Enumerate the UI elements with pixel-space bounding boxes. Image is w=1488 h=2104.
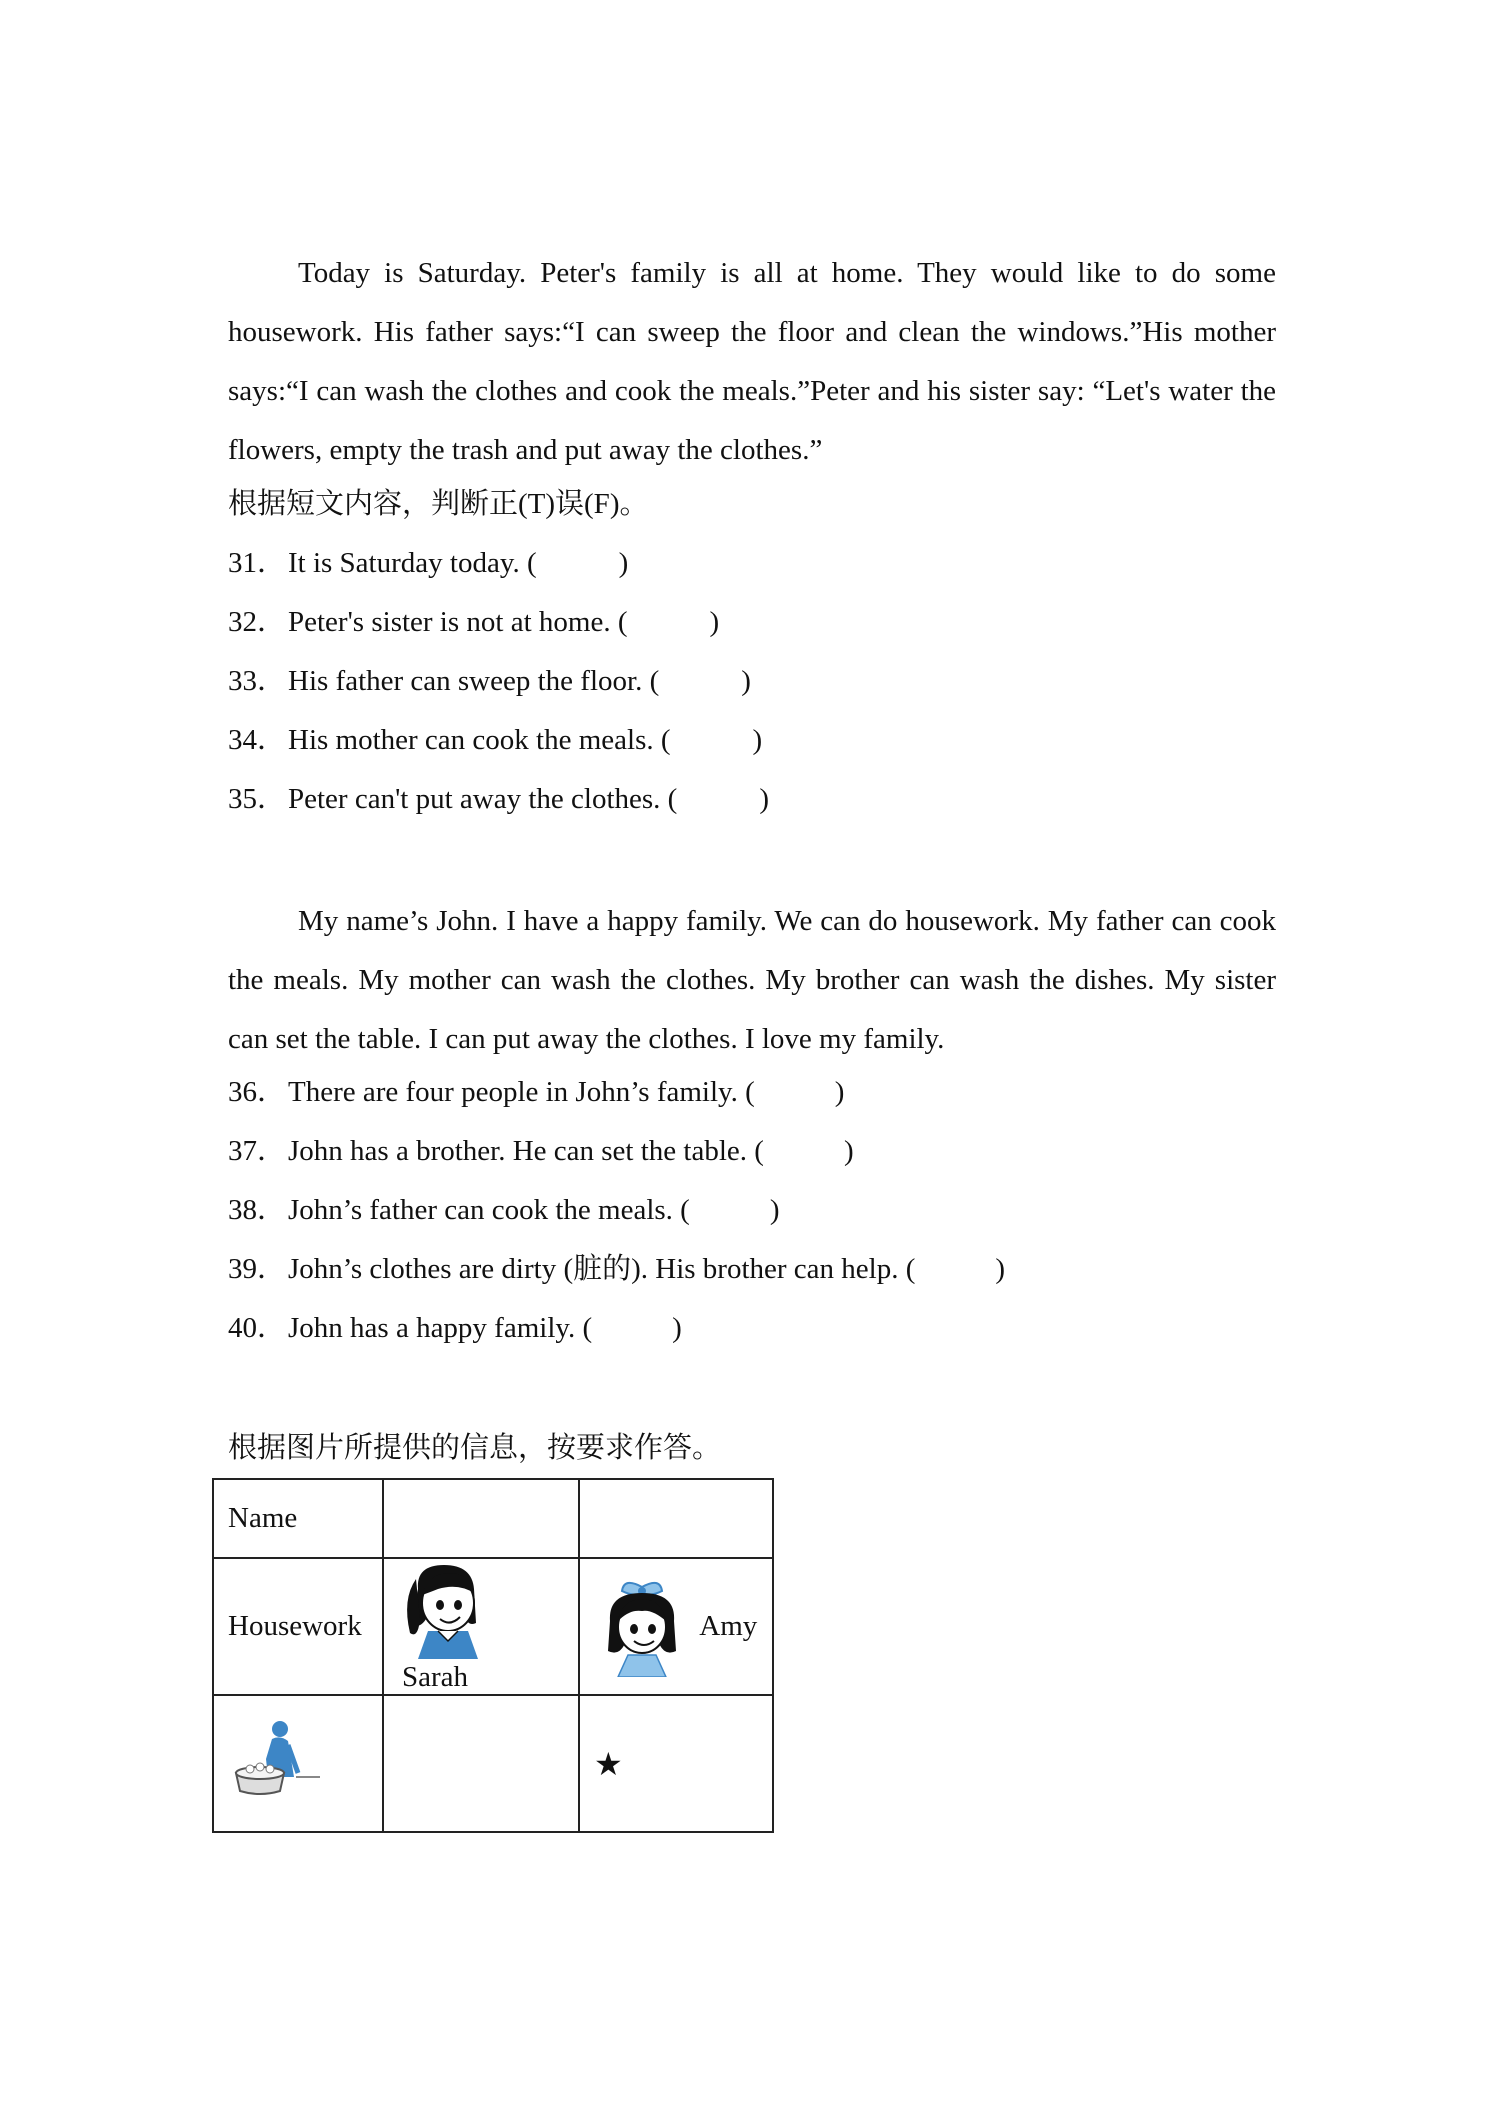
question-32 xyxy=(228,602,719,642)
question-number: 36． xyxy=(228,1076,287,1108)
question-31 xyxy=(228,543,628,583)
washing-clothes-icon xyxy=(228,1715,328,1805)
close-paren: ) xyxy=(709,606,720,638)
table-row xyxy=(213,1558,773,1695)
instruction-picture: 根据图片所提供的信息，按要求作答。 xyxy=(228,1432,722,1464)
question-text: It is Saturday today. ( xyxy=(288,547,537,579)
table-row xyxy=(213,1695,773,1832)
question-text: John has a happy family. ( xyxy=(288,1312,593,1344)
star-icon: ★ xyxy=(594,1745,623,1782)
question-text: John has a brother. He can set the table. ( xyxy=(288,1135,764,1167)
question-text: There are four people in John’s family. ( xyxy=(288,1076,755,1108)
close-paren: ) xyxy=(752,724,763,756)
table-row xyxy=(213,1479,773,1558)
question-text: John’s father can cook the meals. ( xyxy=(288,1194,690,1226)
close-paren: ) xyxy=(834,1076,845,1108)
question-34 xyxy=(228,720,762,760)
amy-cell xyxy=(579,1558,773,1695)
question-text: John’s clothes are dirty (脏的). His brother can help. ( xyxy=(288,1253,916,1285)
question-35 xyxy=(228,779,769,819)
question-39 xyxy=(228,1249,1005,1289)
wash-clothes-cell xyxy=(213,1695,383,1832)
name-cell-amy[interactable] xyxy=(579,1479,773,1558)
amy-name: Amy xyxy=(699,1610,758,1642)
question-40 xyxy=(228,1308,682,1348)
housework-table xyxy=(212,1478,774,1833)
question-37 xyxy=(228,1131,854,1171)
passage-1: Today is Saturday. Peter's family is all at home. They would like to do some housework. His father says:“I can sweep the floor and clean the windows.”His mother says:“I can wash the clothes and cook the meals.”Peter and his sister say: “Let's water the flowers, empty the trash and put away the clothes.” xyxy=(228,257,1276,466)
question-text: Peter's sister is not at home. ( xyxy=(288,606,628,638)
close-paren: ) xyxy=(618,547,629,579)
question-number: 33． xyxy=(228,665,287,697)
question-number: 35． xyxy=(228,783,287,815)
close-paren: ) xyxy=(769,1194,780,1226)
question-number: 32． xyxy=(228,606,287,638)
housework-label: Housework xyxy=(213,1558,383,1695)
question-text: His mother can cook the meals. ( xyxy=(288,724,671,756)
name-label: Name xyxy=(213,1479,383,1558)
sarah-cell xyxy=(383,1558,579,1695)
close-paren: ) xyxy=(995,1253,1006,1285)
amy-portrait-icon xyxy=(594,1577,688,1677)
instruction-tf: 根据短文内容，判断正(T)误(F)。 xyxy=(228,488,649,520)
question-38 xyxy=(228,1190,780,1230)
sarah-portrait-icon xyxy=(398,1559,492,1659)
question-number: 40． xyxy=(228,1312,287,1344)
question-number: 31． xyxy=(228,547,287,579)
question-33 xyxy=(228,661,751,701)
passage-2: My name’s John. I have a happy family. We can do housework. My father can cook the meals. My mother can wash the clothes. My brother can wash the dishes. My sister can set the table. I can put away the clothes. I love my family. xyxy=(228,905,1276,1055)
question-number: 38． xyxy=(228,1194,287,1226)
question-number: 39． xyxy=(228,1253,287,1285)
close-paren: ) xyxy=(759,783,770,815)
close-paren: ) xyxy=(843,1135,854,1167)
question-number: 37． xyxy=(228,1135,287,1167)
sarah-answer-cell[interactable] xyxy=(383,1695,579,1832)
amy-answer-cell[interactable] xyxy=(579,1695,773,1832)
question-number: 34． xyxy=(228,724,287,756)
question-36 xyxy=(228,1072,844,1112)
question-text: His father can sweep the floor. ( xyxy=(288,665,660,697)
question-text: Peter can't put away the clothes. ( xyxy=(288,783,678,815)
sarah-name: Sarah xyxy=(402,1660,469,1693)
close-paren: ) xyxy=(741,665,751,697)
name-cell-sarah[interactable] xyxy=(383,1479,579,1558)
close-paren: ) xyxy=(672,1312,682,1344)
